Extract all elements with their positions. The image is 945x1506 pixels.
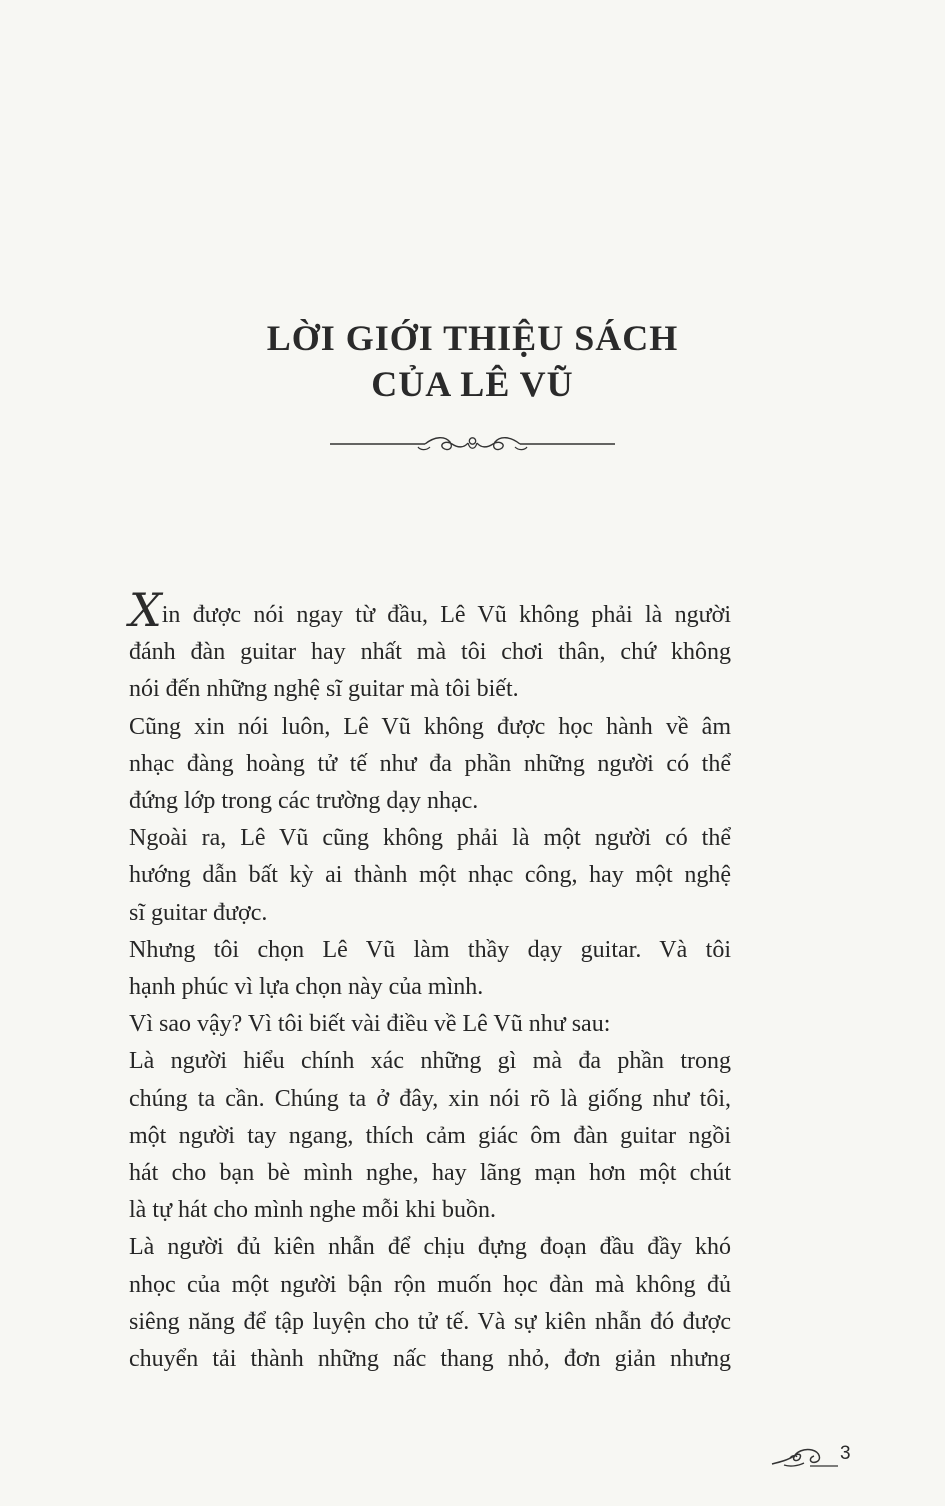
text-line: hướng dẫn bất kỳ ai thành một nhạc công, hay một nghệ [129,862,731,889]
text-line: chuyển tải thành những nấc thang nhỏ, đơn giản nhưng [129,1346,731,1373]
text-line: một người tay ngang, thích cảm giác ôm đàn guitar ngồi [129,1122,731,1149]
text-line: siêng năng để tập luyện cho tử tế. Và sự kiên nhẫn đó được [129,1308,731,1335]
paragraph-6 [129,1043,731,1229]
text-line: hát cho bạn bè mình nghe, hay lãng mạn hơn một chút [129,1160,731,1187]
chapter-title-line-2: CỦA LÊ VŨ [371,364,574,404]
text-line: hạnh phúc vì lựa chọn này của mình. [129,974,484,1001]
paragraph-4 [129,932,731,1006]
paragraph-1 [129,583,731,709]
paragraph-3 [129,820,731,932]
text-line [129,583,731,637]
page-number: 3 [840,1443,851,1464]
text-line: Nhưng tôi chọn Lê Vũ làm thầy dạy guitar. Và tôi [129,936,731,963]
text-line: nói đến những nghệ sĩ guitar mà tôi biết. [129,676,519,703]
text-line: Vì sao vậy? Vì tôi biết vài điều về Lê Vũ như sau: [129,1011,611,1038]
dropcap-letter: X [129,583,162,637]
paragraph-5 [129,1006,731,1043]
paragraph-2 [129,709,731,821]
chapter-title-line-1: LỜI GIỚI THIỆU SÁCH [266,318,679,358]
title-ornament-icon [330,428,615,460]
paragraph-7 [129,1229,731,1378]
body-text [129,583,731,1378]
text-line: đánh đàn guitar hay nhất mà tôi chơi thân, chứ không [129,639,731,666]
text-line: nhạc đàng hoàng tử tế như đa phần những người có thể [129,750,731,777]
text-line: là tự hát cho mình nghe mỗi khi buồn. [129,1197,496,1224]
text-line: Cũng xin nói luôn, Lê Vũ không được học hành về âm [129,713,731,740]
text-line: nhọc của một người bận rộn muốn học đàn mà không đủ [129,1271,731,1298]
text-line: sĩ guitar được. [129,899,268,926]
text-line: chúng ta cần. Chúng ta ở đây, xin nói rõ là giống như tôi, [129,1085,731,1112]
footer-ornament-icon [770,1442,838,1470]
text-line: Là người đủ kiên nhẫn để chịu đựng đoạn đầu đầy khó [129,1234,731,1261]
text-line: Là người hiểu chính xác những gì mà đa phần trong [129,1048,731,1075]
text-line: đứng lớp trong các trường dạy nhạc. [129,788,479,815]
text-line: Ngoài ra, Lê Vũ cũng không phải là một người có thể [129,825,731,852]
text-line-content: in được nói ngay từ đầu, Lê Vũ không phải là người [161,602,731,628]
